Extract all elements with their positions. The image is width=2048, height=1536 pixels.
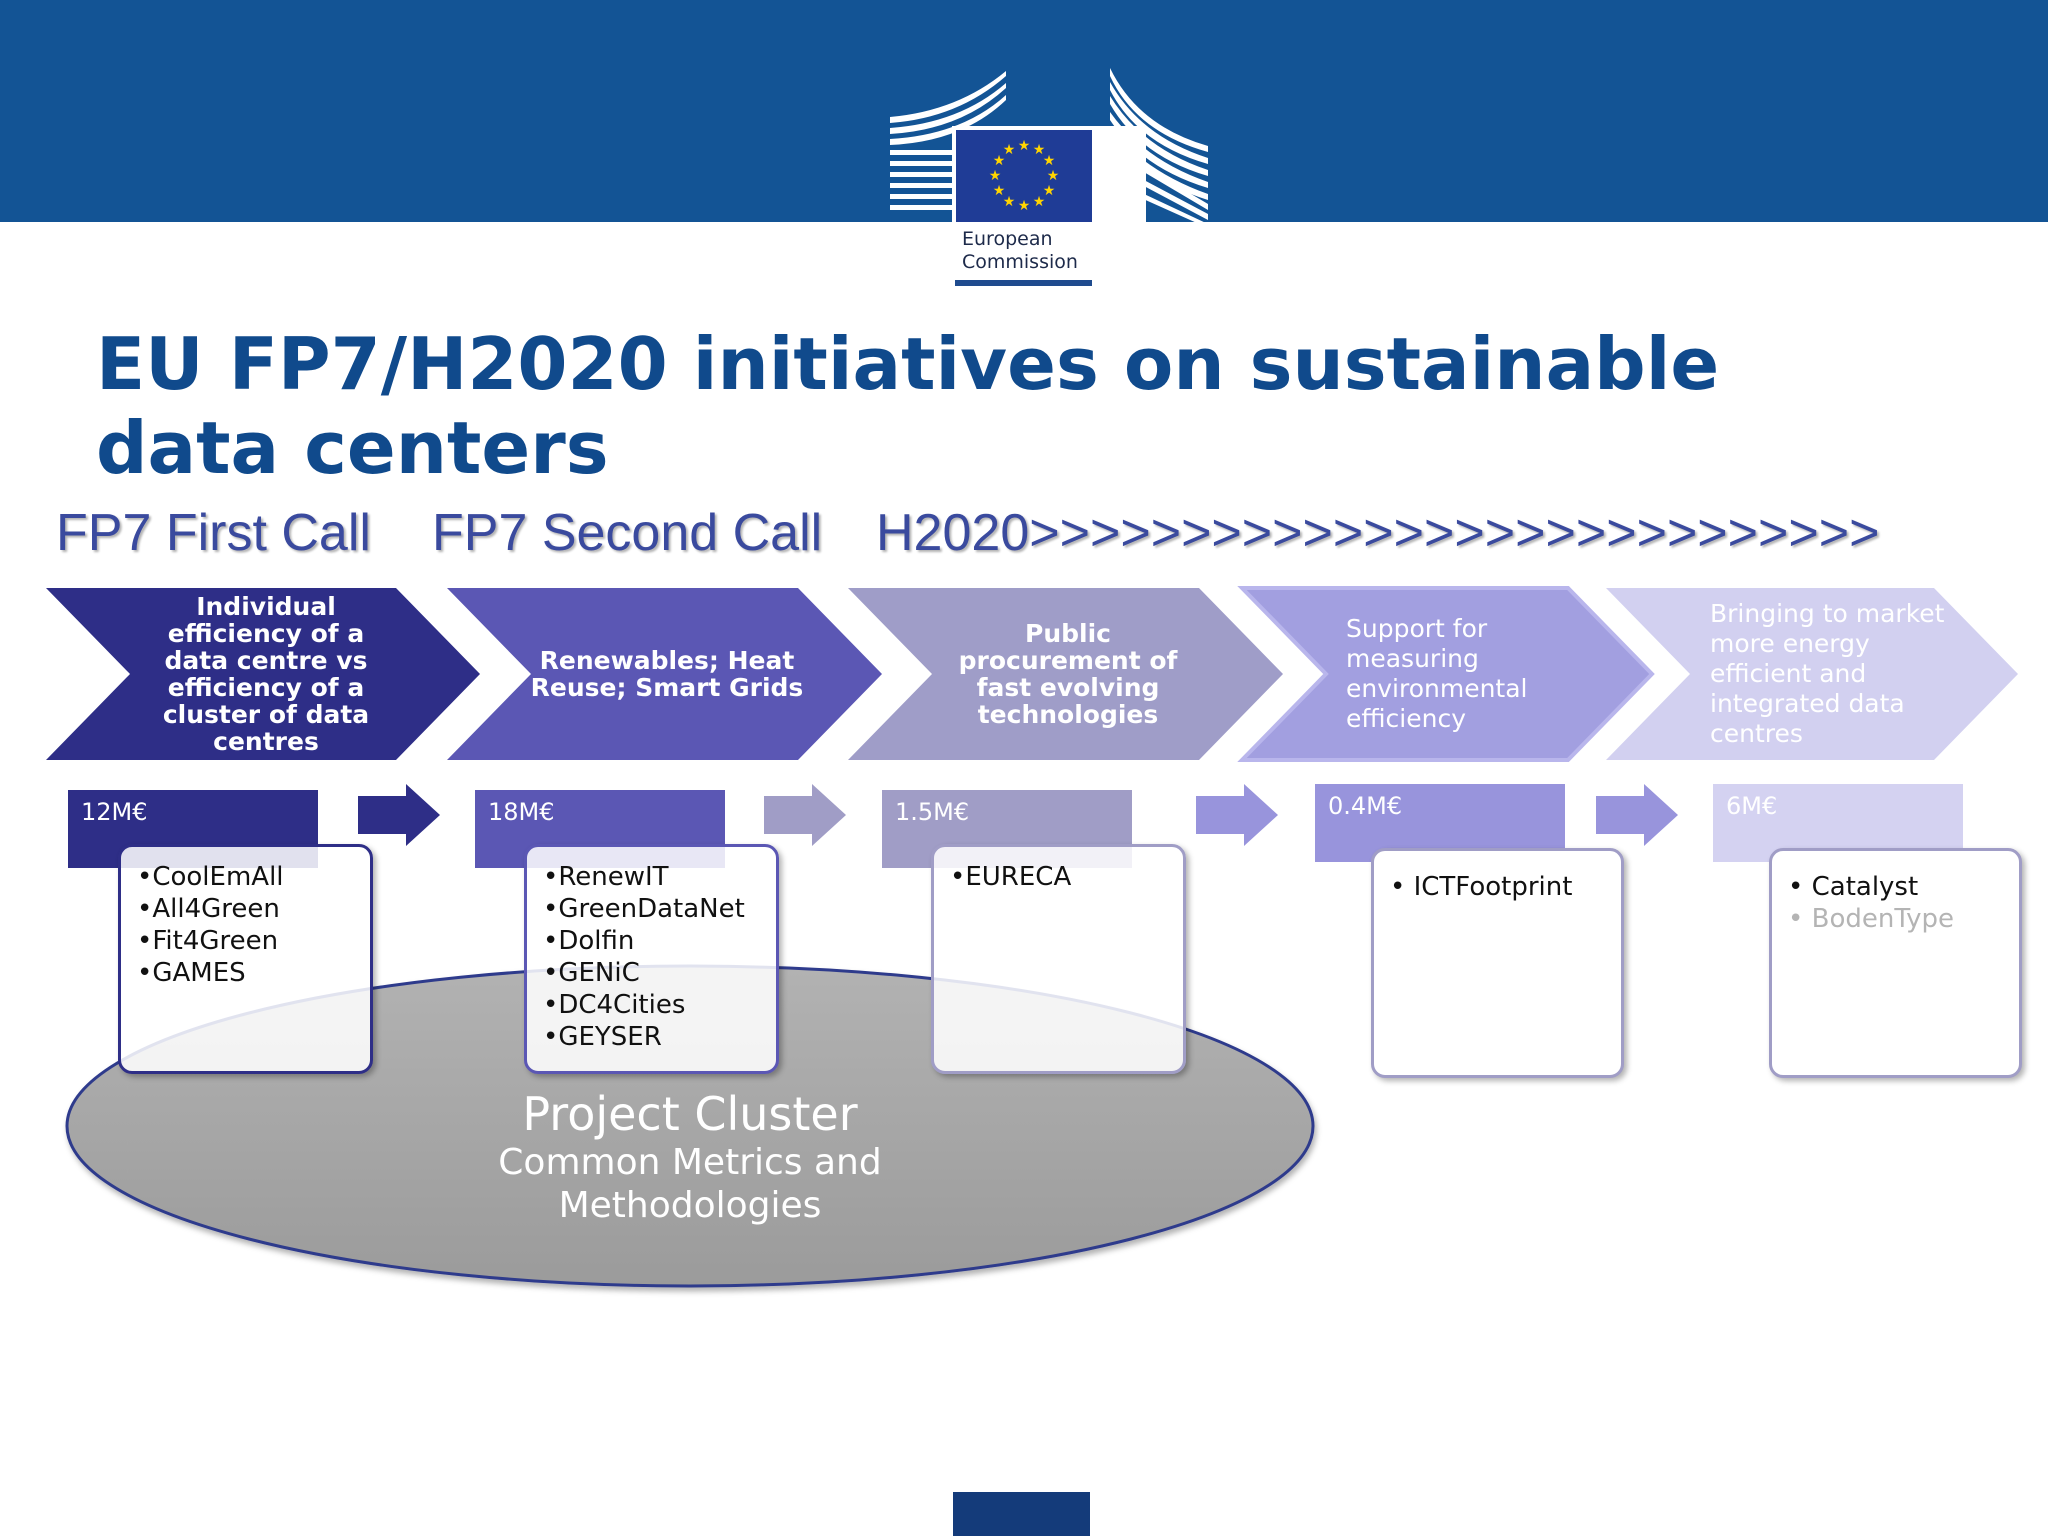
project-list-box-0 [118, 844, 373, 1074]
phase-label-fp7-first-call: FP7 First Call [56, 504, 371, 562]
project-item: •DC4Cities [543, 990, 686, 1020]
project-item: •GENiC [543, 958, 640, 988]
svg-text:★: ★ [1002, 194, 1016, 210]
project-cluster-subtitle-line1: Common Metrics and [498, 1142, 882, 1183]
chevron-text-3: Support for measuring environmental efficiency [1346, 614, 1528, 733]
project-list-box-3 [1371, 848, 1624, 1078]
project-item: •GEYSER [543, 1022, 662, 1052]
svg-text:★: ★ [1042, 153, 1056, 169]
chevron-text-0: Individual efficiency of a data centre vs efficiency of a cluster of data centres [162, 592, 370, 756]
arrow-right-icon [764, 784, 846, 846]
project-list-box-2 [931, 844, 1186, 1074]
funding-amount-1: 18M€ [475, 790, 725, 868]
project-cluster-title: Project Cluster [522, 1087, 858, 1141]
slide-title-line1: EU FP7/H2020 initiatives on sustainable [96, 322, 1720, 406]
svg-text:★: ★ [1017, 138, 1031, 154]
svg-text:★: ★ [992, 183, 1006, 199]
funding-amount-2: 1.5M€ [882, 790, 1132, 868]
chevron-text-4: Bringing to market more energy efficient and integrated data centres [1710, 599, 1945, 748]
project-list-box-1 [524, 844, 779, 1074]
project-cluster-label [445, 1087, 935, 1227]
funding-amount-0: 12M€ [68, 790, 318, 868]
chevron-text-2: Public procurement of fast evolving technologies [958, 619, 1178, 729]
phase-label-fp7-second-call: FP7 Second Call [432, 504, 823, 562]
svg-text:★: ★ [988, 168, 1002, 184]
project-item: • ICTFootprint [1390, 872, 1573, 902]
svg-text:★: ★ [1032, 194, 1046, 210]
funding-amount-3: 0.4M€ [1315, 784, 1565, 862]
svg-text:★: ★ [992, 153, 1006, 169]
funding-amount-4: 6M€ [1713, 784, 1963, 862]
phase-label-h2020: H2020>>>>>>>>>>>>>>>>>>>>>>>>>>>> [876, 504, 1880, 562]
logo-text-line1: European [962, 228, 1053, 250]
slide-title-line2: data centers [96, 406, 609, 490]
svg-text:★: ★ [1046, 168, 1060, 184]
project-cluster-subtitle-line2: Methodologies [558, 1185, 822, 1226]
project-item: •CoolEmAll [137, 862, 284, 892]
arrow-right-icon [358, 784, 440, 846]
svg-text:★: ★ [1042, 183, 1056, 199]
project-item: •RenewIT [543, 862, 669, 892]
svg-text:★: ★ [1002, 142, 1016, 158]
footer-tab [953, 1492, 1090, 1536]
project-item: • BodenType [1788, 904, 1955, 934]
svg-text:★: ★ [1017, 198, 1031, 214]
project-item: •All4Green [137, 894, 280, 924]
project-item: •GAMES [137, 958, 246, 988]
project-item: •Fit4Green [137, 926, 279, 956]
project-item: •GreenDataNet [543, 894, 745, 924]
project-item: •Dolfin [543, 926, 635, 956]
arrow-right-icon [1196, 784, 1278, 846]
project-item: •EURECA [950, 862, 1072, 892]
svg-text:★: ★ [1032, 142, 1046, 158]
arrow-right-icon [1596, 784, 1678, 846]
chevron-text-1: Renewables; Heat Reuse; Smart Grids [530, 646, 804, 702]
project-list-box-4 [1769, 848, 2022, 1078]
logo-text-line2: Commission [962, 251, 1078, 273]
project-item: • Catalyst [1788, 872, 1919, 902]
